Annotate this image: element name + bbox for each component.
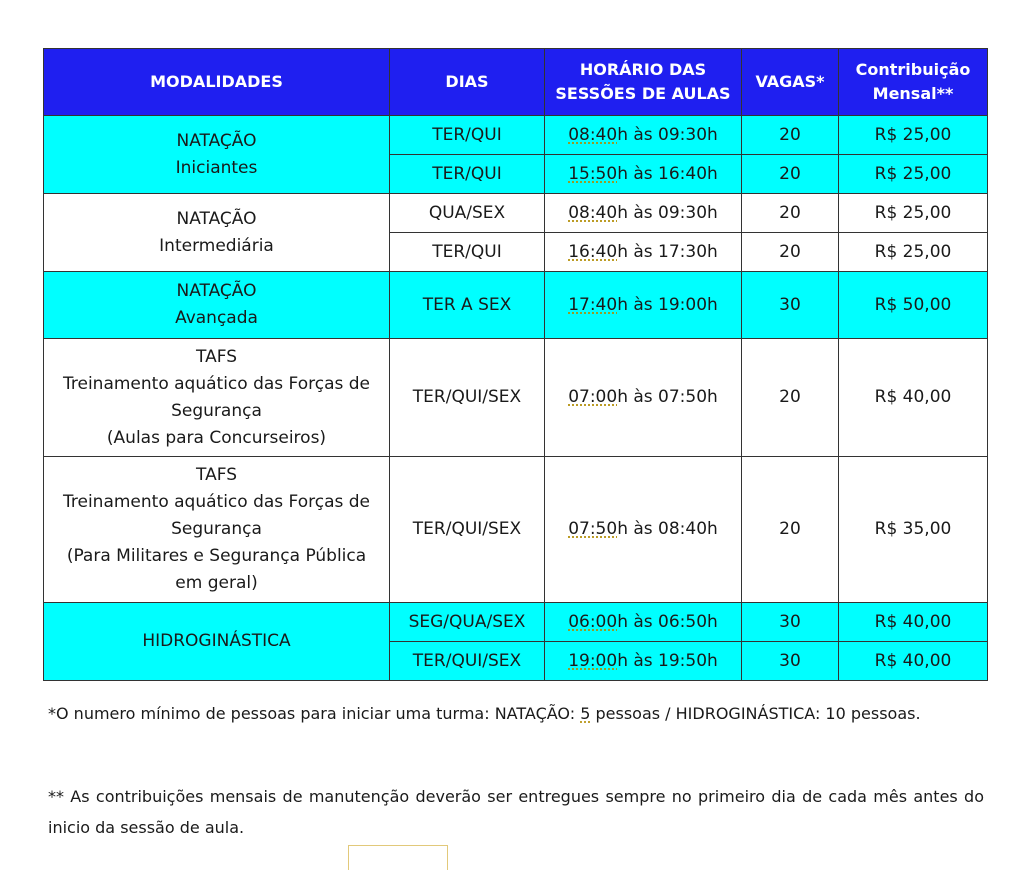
dias-cell: TER/QUI/SEX	[390, 642, 545, 681]
vagas-cell: 20	[742, 155, 839, 194]
horario-cell: 19:00h às 19:50h	[545, 642, 742, 681]
header-horario-line1: HORÁRIO DAS	[579, 60, 707, 79]
horario-cell: 16:40h às 17:30h	[545, 233, 742, 272]
table-row	[44, 457, 988, 603]
dias-cell: QUA/SEX	[390, 194, 545, 233]
horario-cell: 06:00h às 06:50h	[545, 603, 742, 642]
dias-cell: TER/QUI/SEX	[390, 457, 545, 603]
table-row	[44, 603, 988, 642]
modalidade-cell: NATAÇÃO Avançada	[44, 272, 390, 339]
horario-cell: 15:50h às 16:40h	[545, 155, 742, 194]
valor-cell: R$ 40,00	[839, 603, 988, 642]
header-horario-line2: SESSÕES DE AULAS	[555, 84, 731, 103]
valor-cell: R$ 40,00	[839, 642, 988, 681]
dias-cell: TER A SEX	[390, 272, 545, 339]
dias-cell: TER/QUI	[390, 116, 545, 155]
header-contribuicao-line2: Mensal**	[872, 84, 954, 103]
dias-cell: SEG/QUA/SEX	[390, 603, 545, 642]
vagas-cell: 20	[742, 116, 839, 155]
vagas-cell: 30	[742, 603, 839, 642]
valor-cell: R$ 25,00	[839, 155, 988, 194]
vagas-cell: 20	[742, 457, 839, 603]
vagas-cell: 20	[742, 339, 839, 457]
horario-cell: 08:40h às 09:30h	[545, 116, 742, 155]
horario-cell: 07:00h às 07:50h	[545, 339, 742, 457]
dias-cell: TER/QUI/SEX	[390, 339, 545, 457]
valor-cell: R$ 25,00	[839, 194, 988, 233]
vagas-cell: 30	[742, 272, 839, 339]
header-horario	[545, 49, 742, 116]
header-contribuicao-line1: Contribuição	[855, 60, 971, 79]
vagas-cell: 20	[742, 233, 839, 272]
modalidade-cell: HIDROGINÁSTICA	[44, 603, 390, 681]
valor-cell: R$ 40,00	[839, 339, 988, 457]
header-contribuicao	[839, 49, 988, 116]
vagas-cell: 20	[742, 194, 839, 233]
table-row	[44, 339, 988, 457]
footnote-contribuicao: ** As contribuições mensais de manutenção deverão ser entregues sempre no primeiro dia de cada mês antes do inicio da sessão de aula.	[48, 787, 984, 837]
header-vagas: VAGAS*	[742, 49, 839, 116]
valor-cell: R$ 25,00	[839, 233, 988, 272]
table-row	[44, 272, 988, 339]
footnote-vagas: *O numero mínimo de pessoas para iniciar uma turma: NATAÇÃO: 5 pessoas / HIDROGINÁSTICA: 10 pessoas.	[48, 704, 921, 723]
partial-box	[348, 845, 448, 870]
modalidade-cell: TAFS Treinamento aquático das Forças de Segurança (Para Militares e Segurança Pública em geral)	[44, 457, 390, 603]
valor-cell: R$ 25,00	[839, 116, 988, 155]
valor-cell: R$ 50,00	[839, 272, 988, 339]
horario-cell: 08:40h às 09:30h	[545, 194, 742, 233]
table-row	[44, 116, 988, 155]
modalidade-cell: NATAÇÃO Iniciantes	[44, 116, 390, 194]
dias-cell: TER/QUI	[390, 155, 545, 194]
table-row	[44, 194, 988, 233]
schedule-table	[43, 48, 988, 681]
valor-cell: R$ 35,00	[839, 457, 988, 603]
header-modalidades: MODALIDADES	[44, 49, 390, 116]
modalidade-cell: NATAÇÃO Intermediária	[44, 194, 390, 272]
header-row	[44, 49, 988, 116]
horario-cell: 17:40h às 19:00h	[545, 272, 742, 339]
modalidade-cell: TAFS Treinamento aquático das Forças de Segurança (Aulas para Concurseiros)	[44, 339, 390, 457]
dias-cell: TER/QUI	[390, 233, 545, 272]
header-dias: DIAS	[390, 49, 545, 116]
horario-cell: 07:50h às 08:40h	[545, 457, 742, 603]
vagas-cell: 30	[742, 642, 839, 681]
